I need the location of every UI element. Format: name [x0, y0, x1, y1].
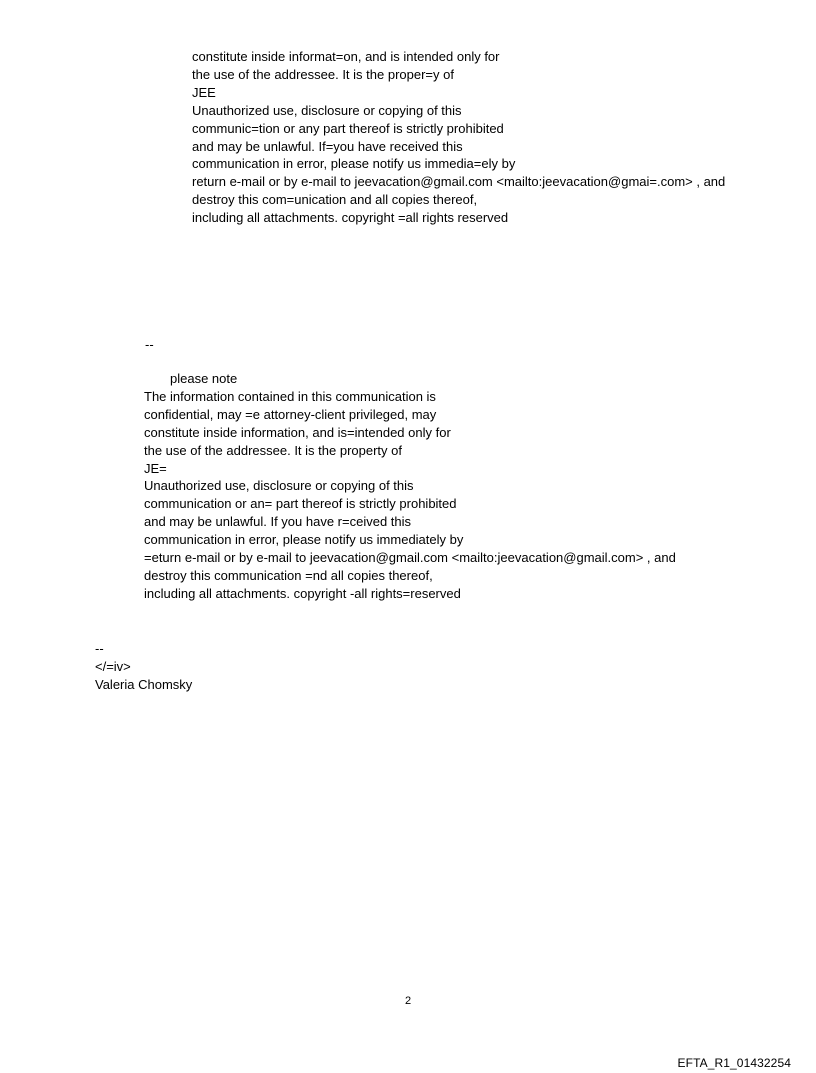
signature-separator: --: [95, 641, 104, 656]
text-line: destroy this communication =nd all copies thereof,: [144, 567, 433, 583]
text-line: including all attachments. copyright =all rights reserved: [192, 210, 509, 226]
text-line: return e-mail or by e-mail to jeevacation@gmail.com <mailto:jeevacation@gmai=.com> , and: [192, 174, 726, 190]
signature-separator: --: [145, 337, 154, 352]
disclaimer-heading: please note: [170, 371, 238, 386]
text-line: =eturn e-mail or by e-mail to jeevacation@gmail.com <mailto:jeevacation@gmail.com> , and: [144, 550, 676, 566]
email-disclaimer-block-2: [144, 370, 676, 603]
text-line: JEE: [192, 84, 216, 100]
text-line: the use of the addressee. It is the proper=y of: [192, 66, 454, 82]
text-line: The information contained in this communication is: [144, 388, 436, 404]
page-number: 2: [404, 995, 412, 1007]
text-line: including all attachments. copyright -all rights=reserved: [144, 585, 461, 601]
text-line: the use of the addressee. It is the property of: [144, 442, 402, 458]
bates-number: EFTA_R1_01432254: [677, 1056, 791, 1070]
text-line: Unauthorized use, disclosure or copying of this: [192, 102, 462, 118]
email-disclaimer-block-1: [192, 48, 725, 227]
text-line: destroy this com=unication and all copies thereof,: [192, 192, 478, 208]
text-line: and may be unlawful. If you have r=ceived this: [144, 514, 412, 530]
signature-block: [95, 658, 192, 694]
text-line: constitute inside informat=on, and is intended only for: [192, 49, 500, 64]
text-line: communic=tion or any part thereof is strictly prohibited: [192, 120, 504, 136]
text-line: communication in error, please notify us immediately by: [144, 532, 464, 548]
text-line: and may be unlawful. If=you have received this: [192, 138, 463, 154]
sender-name: Valeria Chomsky: [95, 676, 193, 692]
text-line: JE=: [144, 460, 167, 476]
text-line: Unauthorized use, disclosure or copying of this: [144, 478, 414, 494]
text-line: constitute inside information, and is=intended only for: [144, 424, 451, 440]
text-line: communication or an= part thereof is strictly prohibited: [144, 496, 457, 512]
html-tag-remnant: </=iv>: [95, 659, 131, 674]
text-line: confidential, may =e attorney-client privileged, may: [144, 406, 437, 422]
text-line: communication in error, please notify us immedia=ely by: [192, 156, 516, 172]
